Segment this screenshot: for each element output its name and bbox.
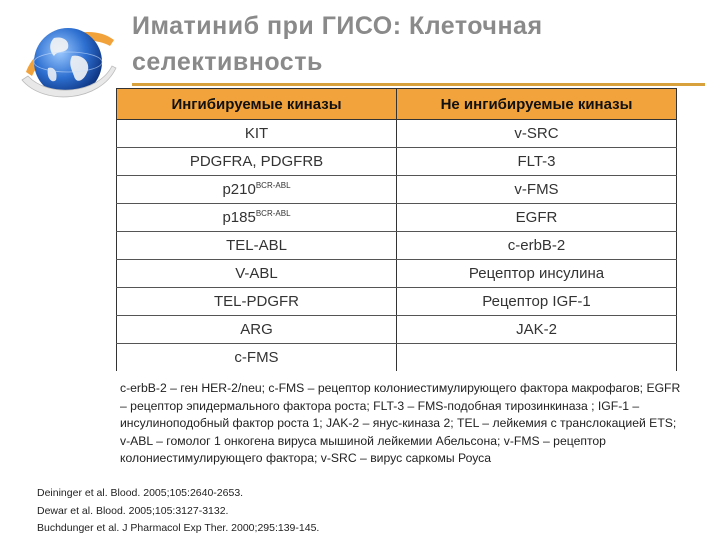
cell-not-inhibited: FLT-3 (397, 148, 677, 176)
page-title: Иматиниб при ГИСО: Клеточная селективность (132, 12, 543, 76)
reference-item: Dewar et al. Blood. 2005;105:3127-3132. (37, 504, 229, 517)
header-not-inhibited: Не ингибируемые киназы (397, 89, 677, 120)
cell-not-inhibited: v-FMS (397, 176, 677, 204)
kinase-name: p210 (222, 181, 256, 198)
kinase-superscript: BCR-ABL (255, 181, 291, 190)
references (37, 485, 637, 538)
cell-inhibited: V-ABL (117, 260, 397, 288)
table-row (117, 344, 677, 372)
kinase-superscript: BCR-ABL (255, 209, 291, 218)
abbreviations-footnote: c-erbB-2 – ген HER-2/neu; c-FMS – рецептор колониестимулирующего фактора макрофагов; EGFR – рецептор эпидермального фактора роста; FLT-3 – FMS-подобная тирозинкиназа ; IGF-1 – инсулиноподобный фактор роста 1; JAK-2 – янус-киназа 2; TEL – лейкемия с транслокацией ETS; v-ABL – гомолог 1 онкогена вируса мышиной лейкемии Абельсона; v-FMS – рецептор колониестимулирующего фактора; v-SRC – вирус саркомы Роуса (120, 381, 681, 466)
cell-not-inhibited: JAK-2 (397, 316, 677, 344)
cell-inhibited: TEL-PDGFR (117, 288, 397, 316)
reference-item: Buchdunger et al. J Pharmacol Exp Ther. 2000;295:139-145. (37, 522, 320, 534)
table-row (117, 148, 677, 176)
table-header-row (117, 89, 677, 120)
cell-inhibited: c-FMS (117, 344, 397, 372)
cell-not-inhibited (397, 344, 677, 372)
cell-inhibited: KIT (117, 120, 397, 148)
cell-inhibited: TEL-ABL (117, 232, 397, 260)
cell-inhibited (117, 176, 397, 204)
table-row (117, 120, 677, 148)
cell-inhibited: PDGFRA, PDGFRB (117, 148, 397, 176)
cell-not-inhibited: EGFR (397, 204, 677, 232)
cell-not-inhibited: v-SRC (397, 120, 677, 148)
table-row (117, 260, 677, 288)
cell-not-inhibited: Рецептор IGF-1 (397, 288, 677, 316)
table-row (117, 316, 677, 344)
reference-item: Deininger et al. Blood. 2005;105:2640-2653. (37, 487, 244, 499)
table-row (117, 232, 677, 260)
cell-not-inhibited: c-erbB-2 (397, 232, 677, 260)
header-inhibited: Ингибируемые киназы (117, 89, 397, 120)
cell-not-inhibited: Рецептор инсулина (397, 260, 677, 288)
globe-icon (18, 10, 118, 110)
kinase-table (116, 88, 677, 371)
title-divider (132, 83, 705, 86)
table-row (117, 176, 677, 204)
table-row (117, 288, 677, 316)
kinase-name: p185 (222, 209, 256, 226)
table-row (117, 204, 677, 232)
cell-inhibited (117, 204, 397, 232)
cell-inhibited: ARG (117, 316, 397, 344)
